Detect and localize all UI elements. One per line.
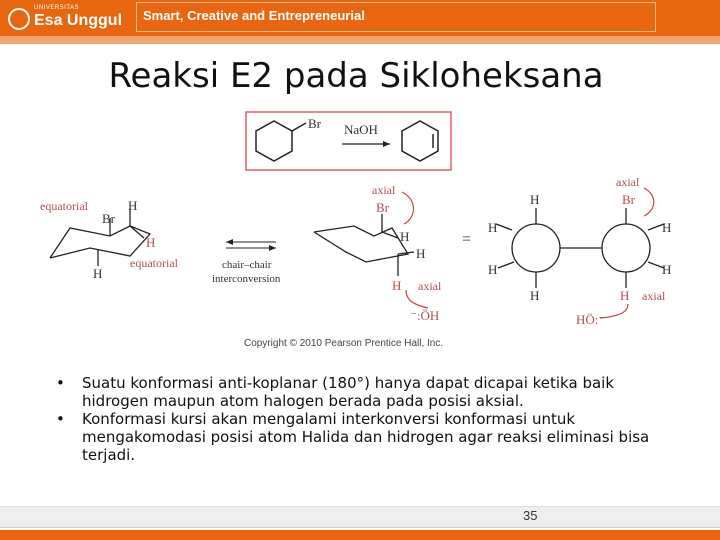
middle-h-axial: H (392, 278, 402, 293)
footer (0, 500, 720, 540)
newman-h-5: H (662, 220, 672, 235)
newman-h-2: H (488, 220, 498, 235)
header-bar (0, 0, 720, 44)
newman-axial-top: axial (616, 175, 640, 189)
left-h-top: H (128, 198, 138, 213)
bullet-marker: • (56, 374, 65, 392)
footer-accent-strip (0, 530, 720, 540)
newman-axial-bottom: axial (642, 289, 666, 303)
chair-axial-br (314, 214, 414, 276)
logo-name: Esa Unggul (34, 12, 123, 29)
middle-br-label: Br (376, 200, 389, 215)
bullet-list (56, 374, 676, 464)
tagline: Smart, Creative and Entrepreneurial (143, 8, 365, 23)
logo-emblem-icon (8, 8, 30, 30)
slide-title: Reaksi E2 pada Sikloheksana (108, 56, 604, 96)
left-h-right: H (146, 235, 156, 250)
bullet-marker: • (56, 410, 65, 428)
middle-axial-bottom: axial (418, 279, 442, 293)
bullet-text: Suatu konformasi anti-koplanar (180°) hanya dapat dicapai ketika baik hidrogen maupun atom halogen berada pada posisi aksial. (82, 374, 615, 410)
reaction-reagent: NaOH (344, 122, 378, 137)
cyclohexyl-bromide-ring (256, 121, 292, 161)
tagline-box (136, 2, 656, 32)
bullet-text: Konformasi kursi akan mengalami interkonversi konformasi untuk mengakomodasi posisi atom Halida dan hidrogen agar reaksi eliminasi bisa terjadi. (82, 410, 650, 464)
middle-h-2: H (416, 246, 426, 261)
label-equatorial-bottom: equatorial (130, 256, 178, 270)
label-equatorial-top: equatorial (40, 199, 88, 213)
header-accent-strip (0, 36, 720, 44)
reaction-br-label: Br (308, 116, 321, 131)
newman-h-axial: H (620, 288, 630, 303)
newman-h-3: H (488, 262, 498, 277)
left-h-bottom: H (93, 266, 103, 281)
newman-br-label: Br (622, 192, 635, 207)
e2-cyclohexane-figure (30, 108, 680, 348)
middle-h-1: H (400, 229, 410, 244)
newman-hydroxide: HÖ:⁻ (576, 312, 606, 327)
newman-h-6: H (662, 262, 672, 277)
equals-sign: = (462, 231, 472, 248)
arrow-label-2: interconversion (212, 273, 281, 285)
newman-h-4: H (530, 288, 540, 303)
page-number: 35 (523, 508, 538, 523)
figure-copyright: Copyright © 2010 Pearson Prentice Hall, Inc. (244, 338, 444, 348)
middle-axial-top: axial (372, 183, 396, 197)
arrow-label-1: chair–chair (222, 259, 272, 271)
newman-h-1: H (530, 192, 540, 207)
logo-subtitle: UNIVERSITAS (34, 5, 80, 11)
footer-band (0, 506, 720, 528)
university-logo (8, 2, 130, 36)
bullet-item (56, 410, 676, 464)
middle-hydroxide: ⁻:ÖH (410, 308, 440, 323)
newman-projection (496, 208, 664, 288)
left-br-label: Br (102, 211, 115, 226)
bullet-item (56, 374, 676, 410)
